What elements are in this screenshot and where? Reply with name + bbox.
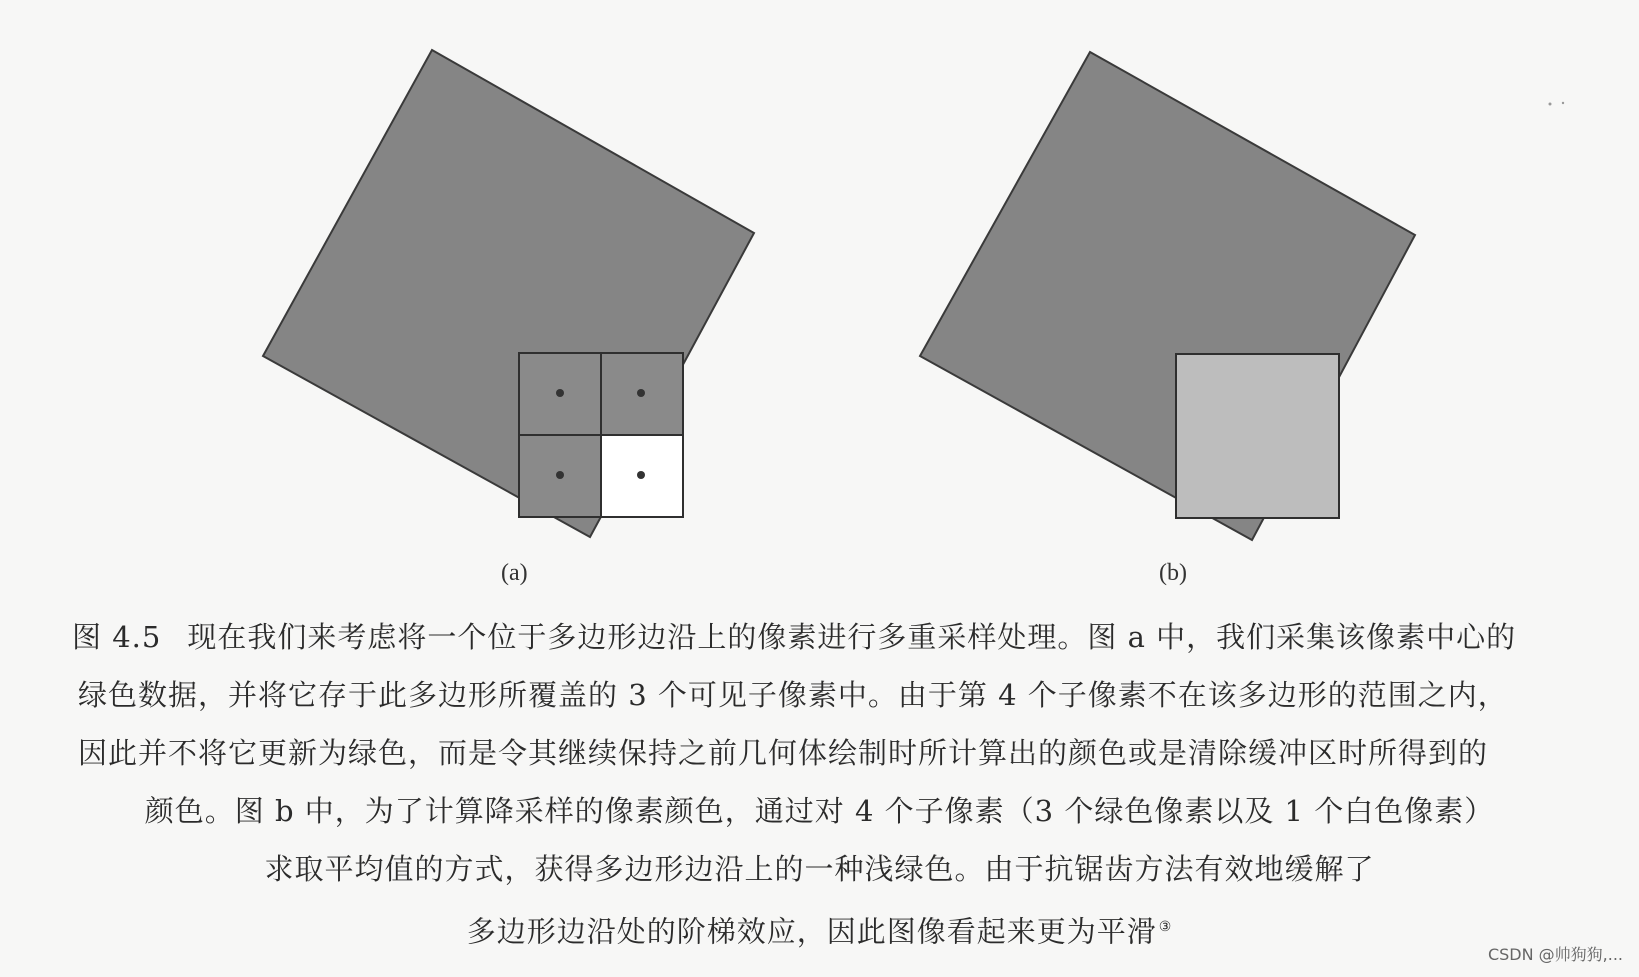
caption-line-1	[0, 617, 1639, 657]
sample-dot-bottom-left	[556, 471, 564, 479]
subfigure-a-label: (a)	[501, 560, 528, 586]
figure-number: 图 4.5	[72, 620, 162, 654]
caption-line-6	[0, 907, 1639, 952]
rotated-polygon-b	[920, 52, 1415, 540]
csdn-watermark: CSDN @帅狗狗,...	[1487, 945, 1623, 964]
resolved-pixel	[1176, 354, 1339, 518]
footnote-mark: ③	[1158, 919, 1173, 935]
sample-dot-top-right	[637, 389, 645, 397]
pixel-grid-a	[519, 353, 683, 517]
caption-text-6: 多边形边沿处的阶梯效应，因此图像看起来更为平滑	[466, 914, 1157, 949]
caption-line-5: 求取平均值的方式，获得多边形边沿上的一种浅绿色。由于抗锯齿方法有效地缓解了	[264, 852, 1375, 886]
subfigure-b	[920, 52, 1415, 540]
caption-text-1: 现在我们来考虑将一个位于多边形边沿上的像素进行多重采样处理。图 a 中，我们采集该像素中心的	[187, 620, 1517, 654]
caption-line-4: 颜色。图 b 中，为了计算降采样的像素颜色，通过对 4 个子像素（3 个绿色像素以及 1 个白色像素）	[144, 794, 1495, 828]
subfigure-b-label: (b)	[1159, 560, 1187, 586]
scan-speck	[1549, 103, 1552, 106]
scan-speck	[1562, 102, 1564, 104]
sample-dot-top-left	[556, 389, 564, 397]
caption-line-3: 因此并不将它更新为绿色，而是令其继续保持之前几何体绘制时所计算出的颜色或是清除缓冲区时所得到的	[78, 736, 1489, 770]
sample-dot-bottom-right	[637, 471, 645, 479]
caption-line-2: 绿色数据，并将它存于此多边形所覆盖的 3 个可见子像素中。由于第 4 个子像素不在该多边形的范围之内，	[78, 678, 1508, 712]
subfigure-a	[263, 50, 754, 537]
